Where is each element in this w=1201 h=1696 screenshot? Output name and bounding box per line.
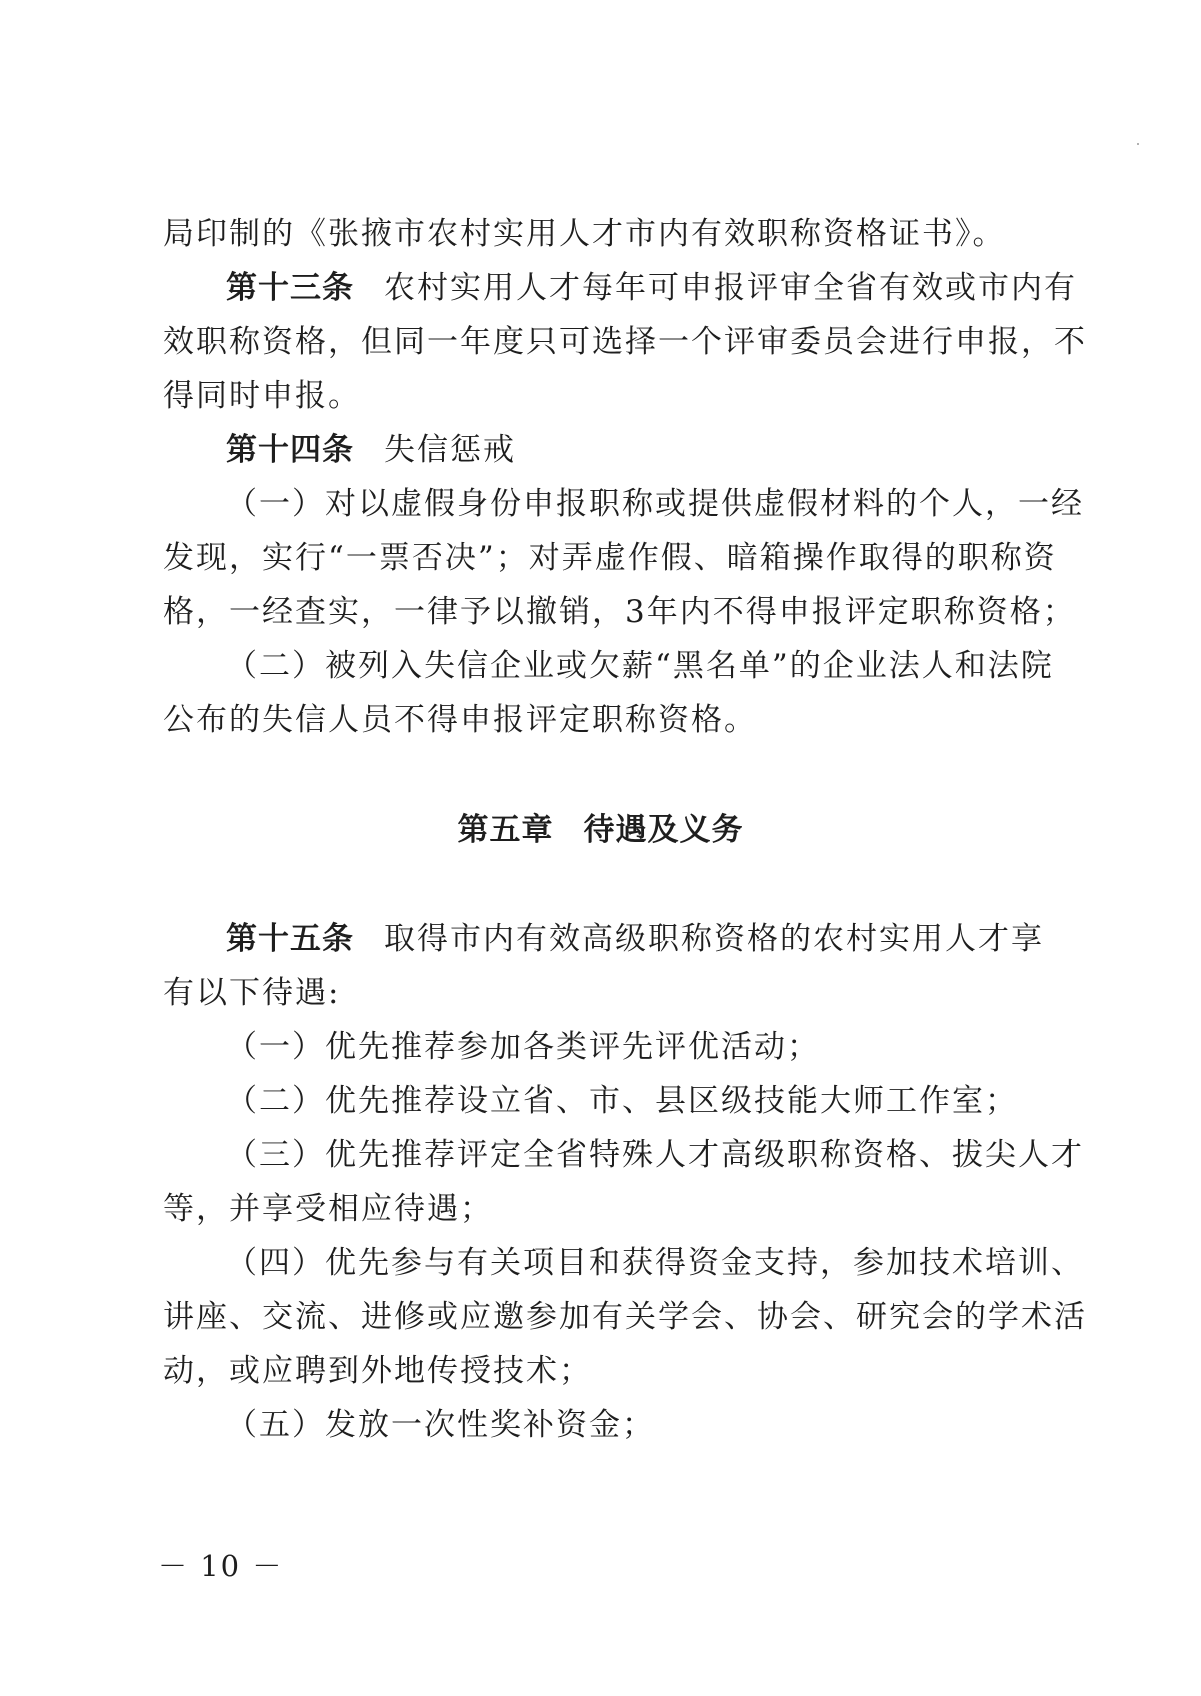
body-line: 局印制的《张掖市农村实用人才市内有效职称资格证书》。 [163, 216, 1006, 252]
article-13-line-3: 得同时申报。 [163, 378, 361, 414]
article-15-line-1 [226, 919, 1053, 959]
article-14-title: 失信惩戒 [384, 432, 516, 468]
article-15-text: 取得市内有效高级职称资格的农村实用人才享 [384, 921, 1044, 957]
article-14-item-2-line-1: （二）被列入失信企业或欠薪“黑名单”的企业法人和法院 [226, 648, 1054, 684]
scan-speck [1137, 143, 1139, 145]
article-14-item-1-line-3: 格，一经查实，一律予以撤销，3年内不得申报评定职称资格； [163, 594, 1076, 630]
article-15-line-2: 有以下待遇: [163, 975, 341, 1011]
article-13-text: 农村实用人才每年可申报评审全省有效或市内有 [384, 270, 1077, 306]
article-15-item-4-line-3: 动，或应聘到外地传授技术； [163, 1353, 592, 1389]
article-15-label: 第十五条 [226, 921, 354, 957]
article-13-label: 第十三条 [226, 270, 354, 306]
article-15-item-4-line-1: （四）优先参与有关项目和获得资金支持，参加技术培训、 [226, 1245, 1084, 1281]
chapter-label: 第五章 [457, 812, 554, 848]
article-15-item-2: （二）优先推荐设立省、市、县区级技能大师工作室； [226, 1083, 1018, 1119]
article-15-item-3-line-2: 等，并享受相应待遇； [163, 1191, 493, 1227]
article-15-item-5: （五）发放一次性奖补资金； [226, 1407, 655, 1443]
page-number: － 10 － [158, 1549, 284, 1583]
chapter-heading [0, 810, 1201, 850]
article-14-item-1-line-1: （一）对以虚假身份申报职称或提供虚假材料的个人，一经 [226, 486, 1084, 522]
article-15-item-4-line-2: 讲座、交流、进修或应邀参加有关学会、协会、研究会的学术活 [163, 1299, 1087, 1335]
article-13-line-1 [226, 268, 1077, 308]
article-15-item-1: （一）优先推荐参加各类评先评优活动； [226, 1029, 820, 1065]
article-14-item-2-line-2: 公布的失信人员不得申报评定职称资格。 [163, 702, 757, 738]
article-14-label: 第十四条 [226, 432, 354, 468]
chapter-title: 待遇及义务 [583, 812, 744, 848]
article-14-heading [226, 430, 1053, 470]
article-15-item-3-line-1: （三）优先推荐评定全省特殊人才高级职称资格、拔尖人才 [226, 1137, 1084, 1173]
article-13-line-2: 效职称资格，但同一年度只可选择一个评审委员会进行申报，不 [163, 324, 1087, 360]
article-14-item-1-line-2: 发现，实行“一票否决”；对弄虚作假、暗箱操作取得的职称资 [163, 540, 1057, 576]
